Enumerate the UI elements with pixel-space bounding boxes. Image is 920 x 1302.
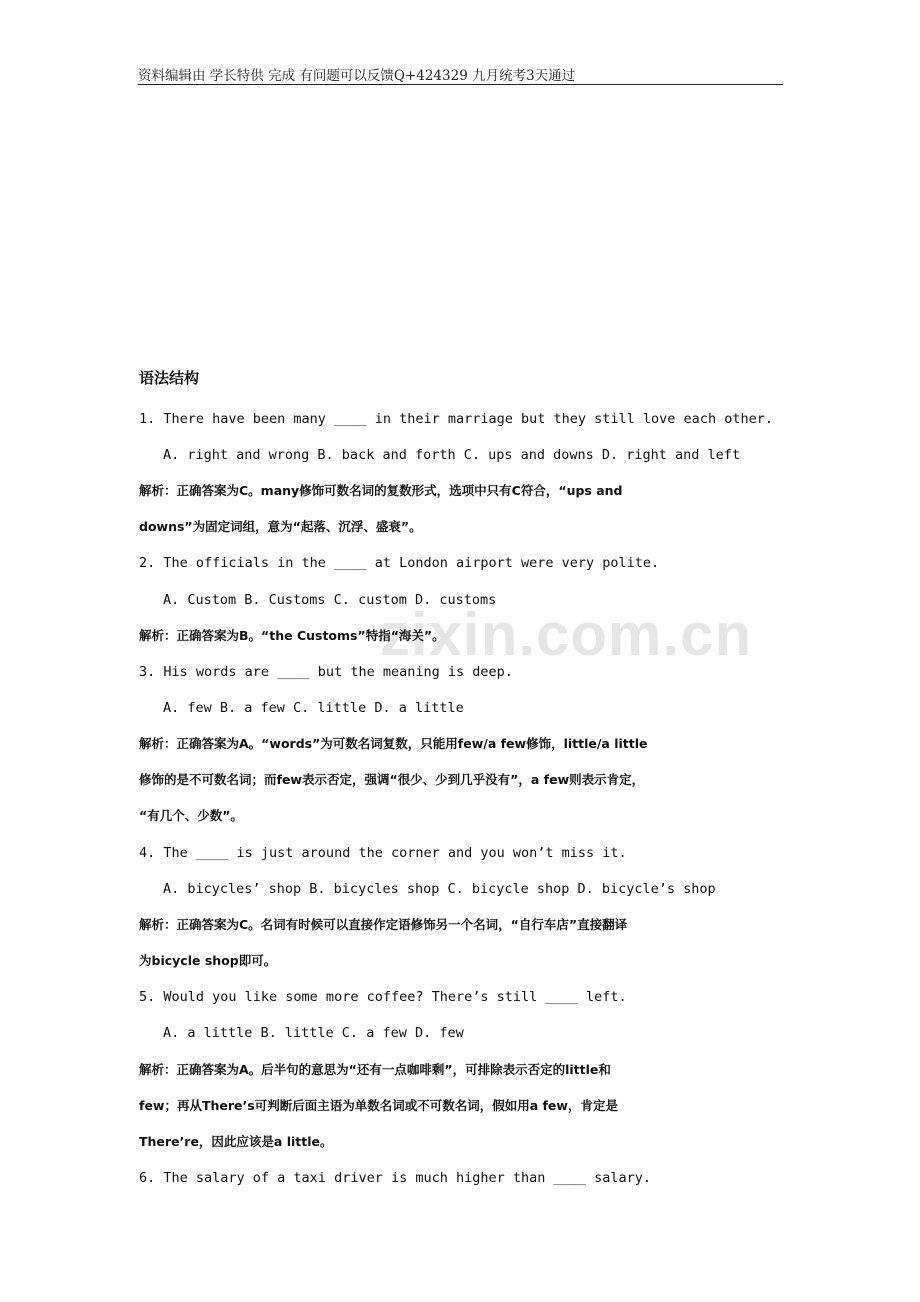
question-3-stem: 3. His words are ____ but the meaning is deep. — [139, 664, 513, 680]
question-6-stem: 6. The salary of a taxi driver is much higher than ____ salary. — [139, 1170, 652, 1186]
header-rule — [138, 84, 783, 85]
question-5-explanation-line-3: There’re，因此应该是a little。 — [139, 1134, 333, 1149]
question-4-options: A. bicycles’ shop B. bicycles shop C. bicycle shop D. bicycle’s shop — [163, 881, 716, 897]
question-2-stem: 2. The officials in the ____ at London airport were very polite. — [139, 555, 660, 571]
question-1-stem: 1. There have been many ____ in their marriage but they still love each other. — [139, 411, 773, 427]
question-2-options: A. Custom B. Customs C. custom D. customs — [163, 592, 497, 608]
question-3-options: A. few B. a few C. little D. a little — [163, 700, 464, 716]
question-1-options: A. right and wrong B. back and forth C. ups and downs D. right and left — [163, 447, 741, 463]
question-1-explanation-line-2: downs”为固定词组，意为“起落、沉浮、盛衰”。 — [139, 519, 422, 534]
question-2-explanation-line-1: 解析：正确答案为B。“the Customs”特指“海关”。 — [139, 628, 445, 643]
question-3-explanation-line-2: 修饰的是不可数名词；而few表示否定，强调“很少、少到几乎没有”，a few则表示肯定， — [139, 772, 645, 787]
page-header: 资料编辑由 学长特供 完成 有问题可以反馈Q+424329 九月统考3天通过 — [138, 68, 576, 84]
question-5-explanation-line-2: few；再从There’s可判断后面主语为单数名词或不可数名词，假如用a few，肯定是 — [139, 1098, 618, 1113]
watermark: zixin.com.cn — [380, 601, 753, 668]
question-5-explanation-line-1: 解析：正确答案为A。后半句的意思为“还有一点咖啡剩”，可排除表示否定的little和 — [139, 1062, 611, 1077]
question-5-stem: 5. Would you like some more coffee? There’s still ____ left. — [139, 989, 627, 1005]
section-title: 语法结构 — [139, 369, 200, 387]
question-4-explanation-line-1: 解析：正确答案为C。名词有时候可以直接作定语修饰另一个名词，“自行车店”直接翻译 — [139, 917, 628, 932]
question-3-explanation-line-3: “有几个、少数”。 — [139, 808, 243, 823]
question-3-explanation-line-1: 解析：正确答案为A。“words”为可数名词复数，只能用few/a few修饰，little/a little — [139, 736, 648, 751]
question-5-options: A. a little B. little C. a few D. few — [163, 1025, 464, 1041]
question-1-explanation-line-1: 解析：正确答案为C。many修饰可数名词的复数形式，选项中只有C符合，“ups and — [139, 483, 623, 498]
question-4-explanation-line-2: 为bicycle shop即可。 — [139, 953, 277, 968]
question-4-stem: 4. The ____ is just around the corner and you won’t miss it. — [139, 845, 627, 861]
